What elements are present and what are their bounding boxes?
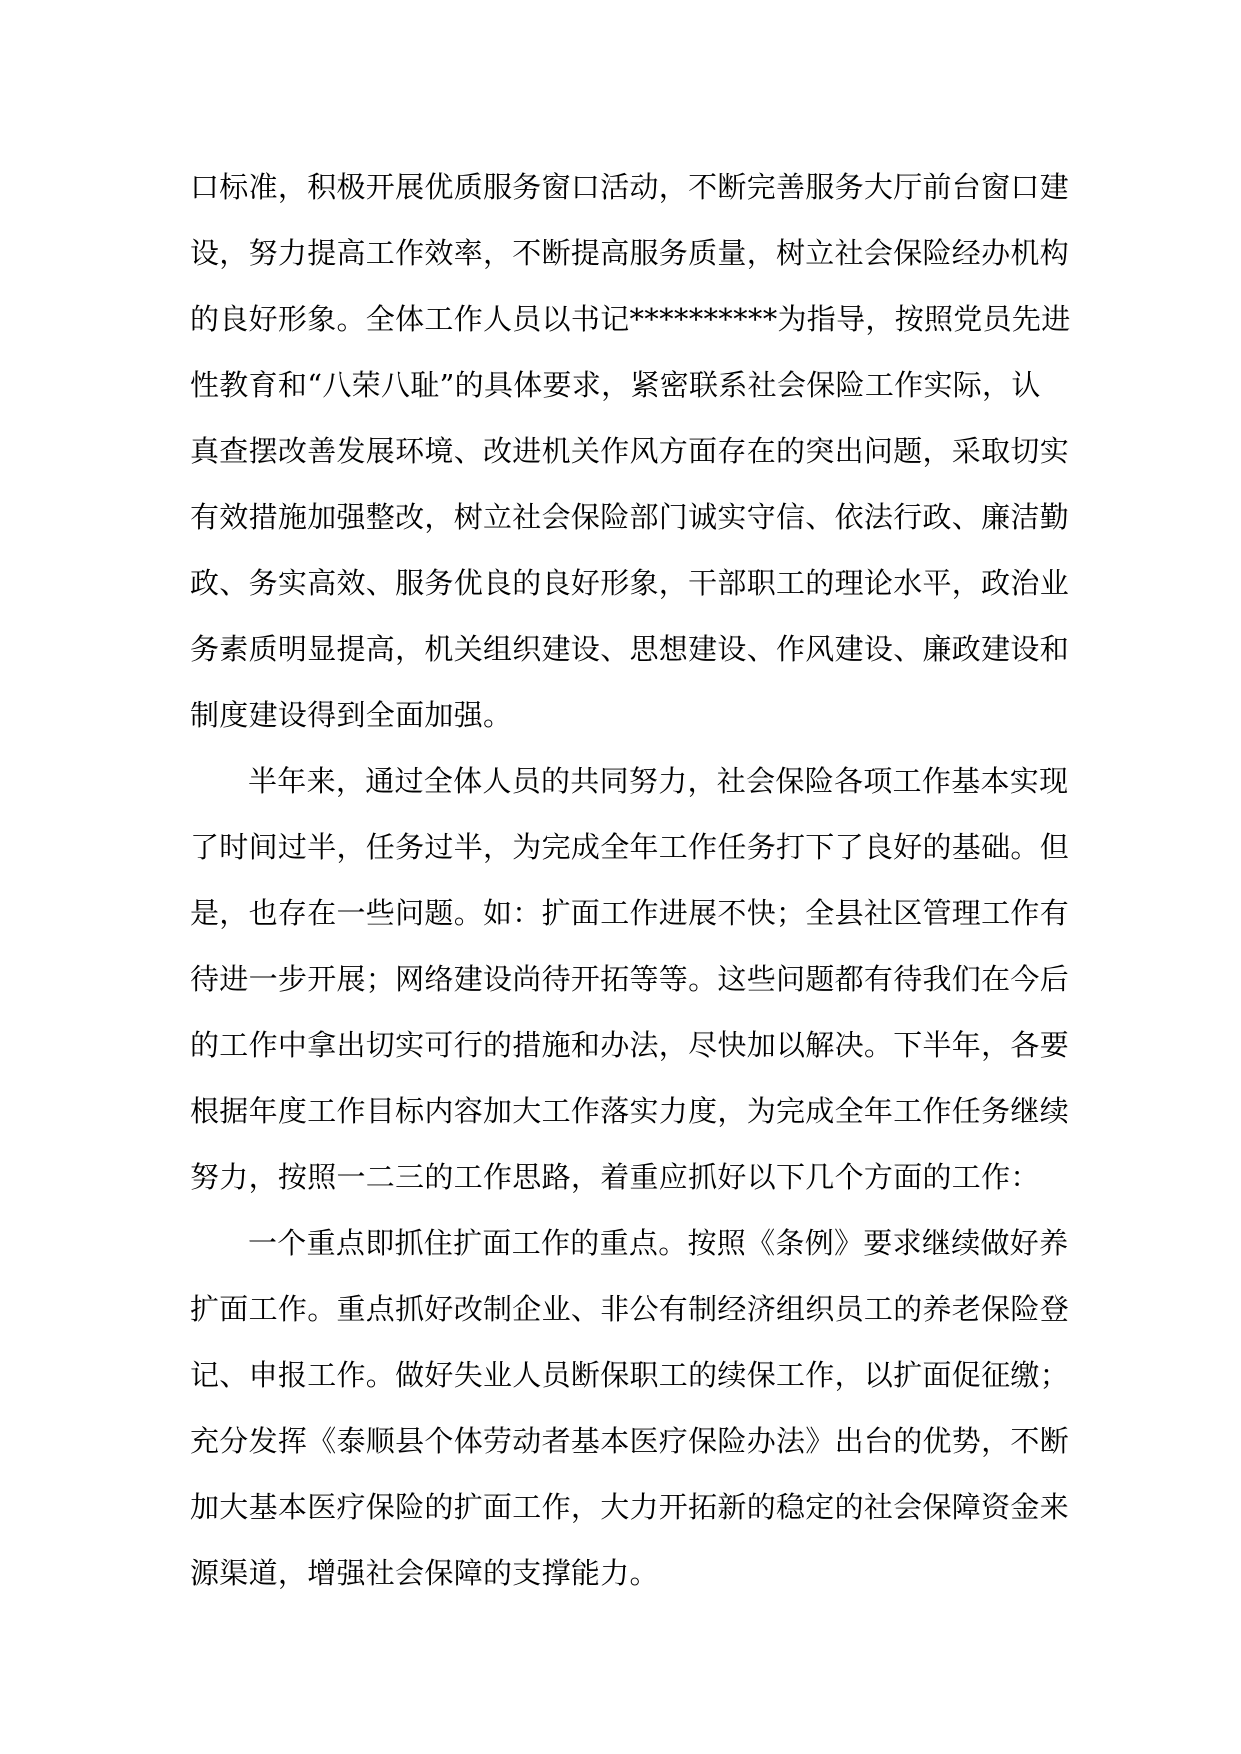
text-line: 一个重点即抓住扩面工作的重点。按照《条例》要求继续做好养 <box>248 1226 1069 1260</box>
text-line: 源渠道，增强社会保障的支撑能力。 <box>190 1556 659 1590</box>
text-line: 的良好形象。全体工作人员以书记**********为指导，按照党员先进 <box>190 302 1071 336</box>
paragraph-2 <box>190 748 1070 1210</box>
body-text <box>190 154 1071 1606</box>
text-line: 待进一步开展；网络建设尚待开拓等等。这些问题都有待我们在今后 <box>190 962 1070 996</box>
text-line: 努力，按照一二三的工作思路，着重应抓好以下几个方面的工作： <box>190 1160 1040 1194</box>
text-line: 记、申报工作。做好失业人员断保职工的续保工作，以扩面促征缴； <box>190 1358 1070 1392</box>
text-line: 扩面工作。重点抓好改制企业、非公有制经济组织员工的养老保险登 <box>190 1292 1070 1326</box>
paragraph-1 <box>190 154 1071 748</box>
text-line: 口标准，积极开展优质服务窗口活动，不断完善服务大厅前台窗口建 <box>190 170 1070 204</box>
text-line: 制度建设得到全面加强。 <box>190 698 513 732</box>
text-line: 性教育和“八荣八耻”的具体要求，紧密联系社会保险工作实际，认 <box>190 368 1041 402</box>
text-line: 设，努力提高工作效率，不断提高服务质量，树立社会保险经办机构 <box>190 236 1070 270</box>
text-line: 是，也存在一些问题。如：扩面工作进展不快；全县社区管理工作有 <box>190 896 1070 930</box>
text-line: 了时间过半，任务过半，为完成全年工作任务打下了良好的基础。但 <box>190 830 1070 864</box>
text-line: 政、务实高效、服务优良的良好形象，干部职工的理论水平，政治业 <box>190 566 1070 600</box>
text-line: 有效措施加强整改，树立社会保险部门诚实守信、依法行政、廉洁勤 <box>190 500 1070 534</box>
text-line: 充分发挥《泰顺县个体劳动者基本医疗保险办法》出台的优势，不断 <box>190 1424 1070 1458</box>
text-line: 的工作中拿出切实可行的措施和办法，尽快加以解决。下半年，各要 <box>190 1028 1070 1062</box>
text-line: 根据年度工作目标内容加大工作落实力度，为完成全年工作任务继续 <box>190 1094 1070 1128</box>
text-line: 真查摆改善发展环境、改进机关作风方面存在的突出问题，采取切实 <box>190 434 1070 468</box>
text-line: 务素质明显提高，机关组织建设、思想建设、作风建设、廉政建设和 <box>190 632 1070 666</box>
text-line: 半年来，通过全体人员的共同努力，社会保险各项工作基本实现 <box>248 764 1069 798</box>
text-line: 加大基本医疗保险的扩面工作，大力开拓新的稳定的社会保障资金来 <box>190 1490 1070 1524</box>
paragraph-3 <box>190 1210 1070 1606</box>
